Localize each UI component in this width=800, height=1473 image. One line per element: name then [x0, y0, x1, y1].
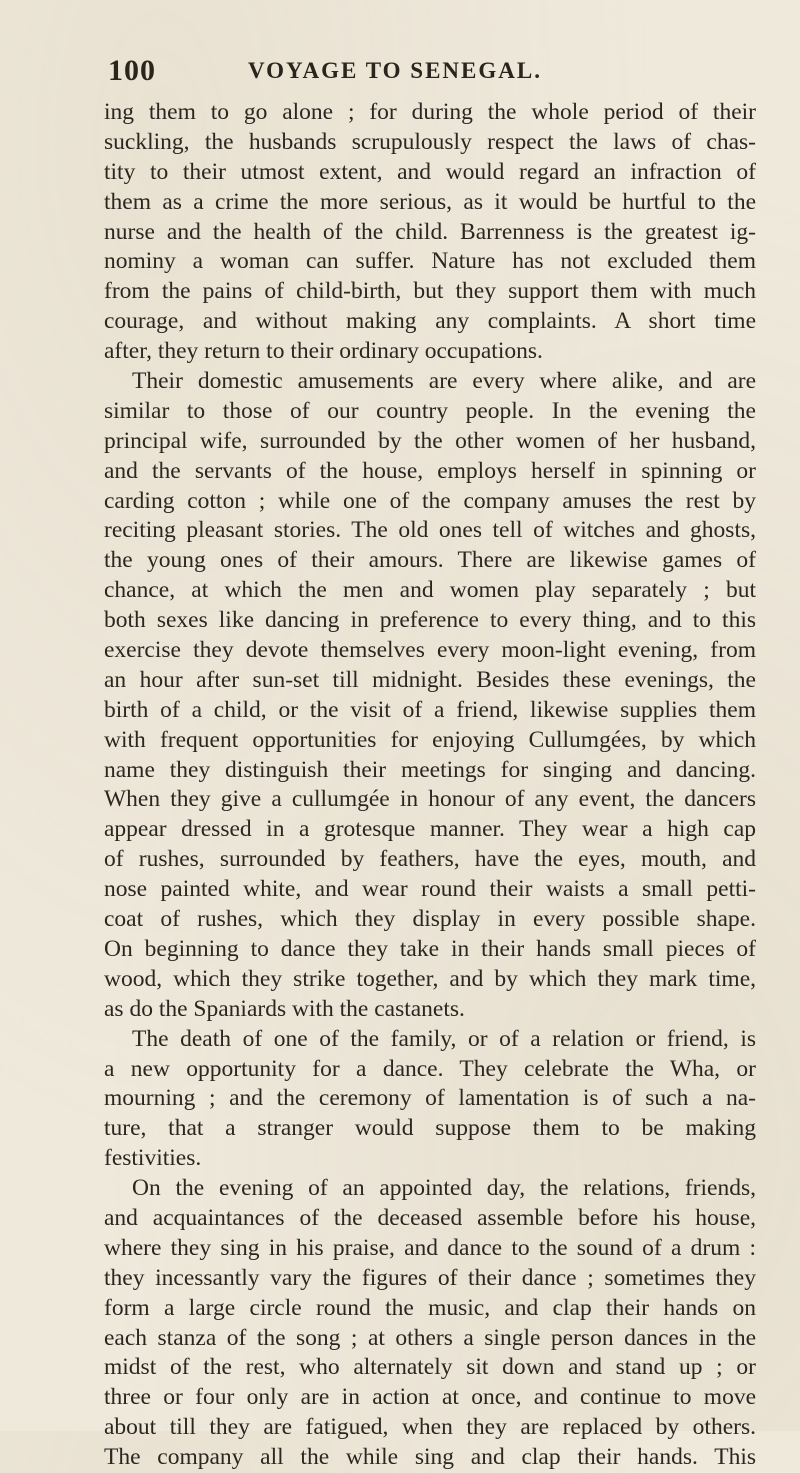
text-line: nose painted white, and wear round their waists a small petti- [104, 876, 756, 903]
text-line: principal wife, surrounded by the other women of her husband, [104, 427, 756, 454]
text-line: both sexes like dancing in preference to every thing, and to this [104, 607, 756, 634]
running-title: VOYAGE TO SENEGAL. [248, 58, 542, 83]
paragraph-end-line: festivities. [104, 1145, 202, 1172]
page-number: 100 [108, 54, 156, 87]
text-line: birth of a child, or the visit of a friend, likewise supplies them [104, 696, 756, 723]
text-line: wood, which they strike together, and by which they mark time, [104, 965, 756, 992]
text-line: each stanza of the song ; at others a single person dances in the [104, 1324, 756, 1351]
text-line: ture, that a stranger would suppose them to be making [104, 1115, 756, 1142]
text-line: they incessantly vary the figures of their dance ; sometimes they [104, 1264, 756, 1291]
text-line: form a large circle round the music, and clap their hands on [104, 1294, 756, 1321]
text-line: midst of the rest, who alternately sit down and stand up ; or [104, 1354, 756, 1381]
paragraph-start-line: On the evening of an appointed day, the relations, friends, [132, 1175, 756, 1202]
text-line: three or four only are in action at once, and continue to move [104, 1384, 756, 1411]
text-line: a new opportunity for a dance. They celebrate the Wha, or [104, 1055, 756, 1082]
text-line: ing them to go alone ; for during the whole period of their [104, 99, 756, 125]
text-line: exercise they devote themselves every moon-light evening, from [104, 637, 756, 664]
text-line: reciting pleasant stories. The old ones tell of witches and ghosts, [104, 517, 756, 544]
text-line: On beginning to dance they take in their hands small pieces of [104, 935, 756, 962]
text-line: with frequent opportunities for enjoying Cullumgées, by which [104, 726, 756, 753]
text-line: of rushes, surrounded by feathers, have the eyes, mouth, and [104, 846, 756, 873]
text-line: When they give a cullumgée in honour of any event, the dancers [104, 786, 756, 813]
paragraph-end-line: as do the Spaniards with the castanets. [104, 995, 465, 1022]
text-line: from the pains of child-birth, but they support them with much [104, 278, 756, 305]
text-line: about till they are fatigued, when they are replaced by others. [104, 1414, 756, 1441]
text-line: similar to those of our country people. In the evening the [104, 397, 756, 424]
text-line: coat of rushes, which they display in every possible shape. [104, 906, 756, 933]
text-line: carding cotton ; while one of the company amuses the rest by [104, 487, 756, 514]
text-line: suckling, the husbands scrupulously respect the laws of chas- [104, 128, 756, 155]
text-line: mourning ; and the ceremony of lamentation is of such a na- [104, 1085, 756, 1112]
text-line: where they sing in his praise, and dance to the sound of a drum : [104, 1234, 756, 1261]
text-line: chance, at which the men and women play separately ; but [104, 577, 756, 604]
text-line: them as a crime the more serious, as it would be hurtful to the [104, 188, 756, 215]
text-line: courage, and without making any complaints. A short time [104, 308, 756, 335]
text-line: tity to their utmost extent, and would regard an infraction of [104, 158, 756, 185]
text-line: nurse and the health of the child. Barrenness is the greatest ig- [104, 218, 756, 245]
body-text [104, 98, 756, 1473]
text-line: The company all the while sing and clap their hands. This [104, 1444, 756, 1471]
text-line: an hour after sun-set till midnight. Besides these evenings, the [104, 666, 756, 693]
text-line: and acquaintances of the deceased assemble before his house, [104, 1204, 756, 1231]
text-line: nominy a woman can suffer. Nature has not excluded them [104, 248, 756, 275]
text-line: and the servants of the house, employs herself in spinning or [104, 457, 756, 484]
paragraph-end-line: after, they return to their ordinary occupations. [104, 338, 543, 365]
text-line: the young ones of their amours. There are likewise games of [104, 547, 756, 574]
running-head [108, 54, 758, 88]
paragraph-start-line: Their domestic amusements are every where alike, and are [132, 368, 756, 395]
paragraph-start-line: The death of one of the family, or of a relation or friend, is [132, 1025, 756, 1052]
text-line: name they distinguish their meetings for singing and dancing. [104, 756, 756, 783]
text-line: appear dressed in a grotesque manner. They wear a high cap [104, 816, 756, 843]
